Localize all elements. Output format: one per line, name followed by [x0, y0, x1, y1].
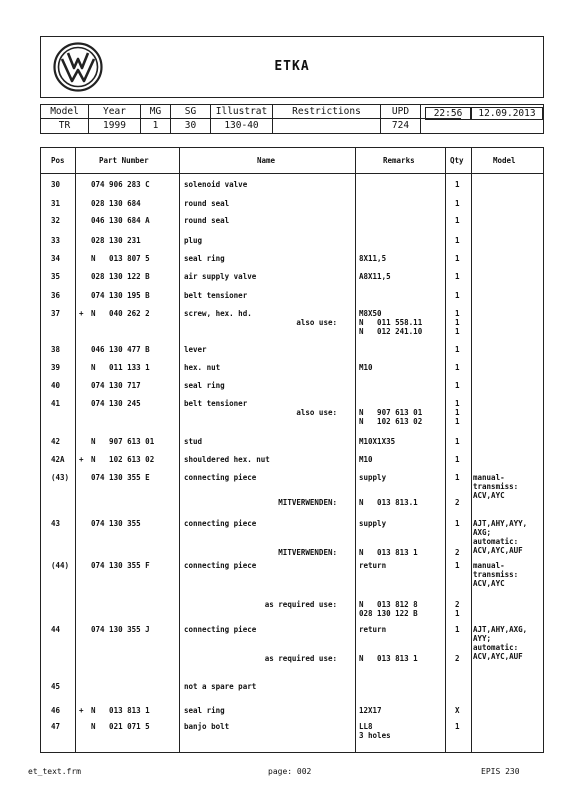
- mg-cell: [141, 105, 171, 133]
- row-also-use-part-number: N 011 558.11: [359, 318, 423, 327]
- row-name: solenoid valve: [184, 180, 248, 189]
- row-qty: 1: [455, 437, 460, 446]
- sg-value: 30: [184, 120, 197, 131]
- date-box: [471, 107, 543, 120]
- row-qty: 1: [455, 455, 460, 464]
- row-also-use-part-number: N 012 241.10: [359, 327, 423, 336]
- row-part-number: N 021 071 5: [91, 722, 150, 731]
- restrictions-label: Restrictions: [292, 106, 361, 117]
- row-name: connecting piece: [184, 561, 257, 570]
- row-also-use-part-number: N 013 813 1: [359, 548, 418, 557]
- row-model: manual- transmiss: ACV,AYC: [473, 473, 519, 500]
- row-part-number: N 013 813 1: [91, 706, 150, 715]
- upd-cell: [381, 105, 421, 133]
- illustrat-cell: [211, 105, 273, 133]
- row-qty: 1: [455, 180, 460, 189]
- row-name: belt tensioner: [184, 291, 248, 300]
- row-model: AJT,AHY,AXG, AYY; automatic: ACV,AYC,AUF: [473, 625, 528, 661]
- row-name: seal ring: [184, 381, 225, 390]
- row-part-number: 074 130 355: [91, 519, 141, 528]
- col-header-model: Model: [493, 156, 516, 165]
- col-divider: [355, 148, 356, 752]
- row-remarks: supply: [359, 519, 387, 528]
- row-also-use-qty: 1: [455, 408, 460, 417]
- footer-center: page: 002: [268, 767, 312, 776]
- mg-label: MG: [149, 106, 162, 117]
- row-part-number: 074 130 195 B: [91, 291, 150, 300]
- row-qty: 1: [455, 625, 460, 634]
- col-divider: [471, 148, 472, 752]
- row-also-use-qty: 2: [455, 548, 460, 557]
- row-remarks: A8X11,5: [359, 272, 391, 281]
- time-value: 22:56: [433, 108, 463, 119]
- row-name: connecting piece: [184, 625, 257, 634]
- row-also-use-qty: 2: [455, 600, 460, 609]
- row-remarks: LL8 3 holes: [359, 722, 391, 740]
- row-qty: 1: [455, 309, 460, 318]
- row-remarks: M10: [359, 363, 373, 372]
- row-name: connecting piece: [184, 473, 257, 482]
- row-remarks: return: [359, 625, 387, 634]
- row-plus-marker: +: [79, 706, 84, 715]
- row-name: air supply valve: [184, 272, 257, 281]
- row-part-number: N 102 613 02: [91, 455, 155, 464]
- row-pos: 40: [51, 381, 61, 390]
- row-also-use-part-number: N 013 813.1: [359, 498, 418, 507]
- row-part-number: 074 906 283 C: [91, 180, 150, 189]
- row-name: seal ring: [184, 254, 225, 263]
- year-cell: [89, 105, 141, 133]
- time-box: [425, 107, 471, 120]
- row-also-use-part-number: 028 130 122 B: [359, 609, 418, 618]
- row-pos: 46: [51, 706, 61, 715]
- row-name: lever: [184, 345, 207, 354]
- model-value: TR: [58, 120, 71, 131]
- row-name: banjo bolt: [184, 722, 230, 731]
- row-part-number: 074 130 355 J: [91, 625, 150, 634]
- year-value: 1999: [103, 120, 126, 131]
- app-title: ETKA: [274, 59, 310, 74]
- row-pos: 47: [51, 722, 61, 731]
- footer-right: EPIS 230: [481, 767, 520, 776]
- row-also-use-label: as required use:: [264, 600, 337, 609]
- row-part-number: 074 130 245: [91, 399, 141, 408]
- upd-value: 724: [391, 120, 410, 131]
- row-also-use-qty: 1: [455, 417, 460, 426]
- row-pos: 38: [51, 345, 61, 354]
- row-name: round seal: [184, 199, 230, 208]
- row-pos: 35: [51, 272, 61, 281]
- illustrat-label: Illustrat: [215, 106, 268, 117]
- row-name: shouldered hex. nut: [184, 455, 270, 464]
- row-also-use-label: as required use:: [264, 654, 337, 663]
- row-also-use-qty: 2: [455, 498, 460, 507]
- col-header-remarks: Remarks: [383, 156, 415, 165]
- row-also-use-label: also use:: [296, 408, 337, 417]
- row-qty: 1: [455, 254, 460, 263]
- row-qty: 1: [455, 216, 460, 225]
- date-value: 12.09.2013: [478, 108, 536, 119]
- row-also-use-label: MITVERWENDEN:: [278, 548, 337, 557]
- row-remarks: 8X11,5: [359, 254, 387, 263]
- row-pos: 44: [51, 625, 61, 634]
- model-cell: [41, 105, 89, 133]
- sg-label: SG: [184, 106, 197, 117]
- row-part-number: 028 130 231: [91, 236, 141, 245]
- row-qty: 1: [455, 199, 460, 208]
- row-pos: 37: [51, 309, 61, 318]
- row-remarks: supply: [359, 473, 387, 482]
- mg-value: 1: [152, 120, 159, 131]
- row-qty: 1: [455, 473, 460, 482]
- row-part-number: N 907 613 01: [91, 437, 155, 446]
- row-qty: 1: [455, 519, 460, 528]
- row-also-use-part-number: N 013 813 1: [359, 654, 418, 663]
- row-name: not a spare part: [184, 682, 257, 691]
- row-also-use-qty: 2: [455, 654, 460, 663]
- footer-left: et_text.frm: [28, 767, 81, 776]
- col-header-qty: Qty: [450, 156, 464, 165]
- row-pos: (44): [51, 561, 70, 570]
- sg-cell: [171, 105, 211, 133]
- row-pos: 43: [51, 519, 61, 528]
- row-pos: 33: [51, 236, 61, 245]
- row-also-use-qty: 1: [455, 318, 460, 327]
- row-pos: (43): [51, 473, 70, 482]
- row-name: seal ring: [184, 706, 225, 715]
- row-qty: X: [455, 706, 460, 715]
- row-also-use-part-number: N 102 613 02: [359, 417, 423, 426]
- upd-label: UPD: [391, 106, 410, 117]
- row-name: plug: [184, 236, 203, 245]
- row-name: connecting piece: [184, 519, 257, 528]
- col-header-part-number: Part Number: [99, 156, 149, 165]
- row-part-number: N 013 807 5: [91, 254, 150, 263]
- restrictions-cell: [273, 105, 381, 133]
- year-label: Year: [103, 106, 126, 117]
- model-label: Model: [50, 106, 79, 117]
- row-part-number: 074 130 355 E: [91, 473, 150, 482]
- row-part-number: N 011 133 1: [91, 363, 150, 372]
- row-pos: 32: [51, 216, 61, 225]
- row-qty: 1: [455, 345, 460, 354]
- row-remarks: M8X50: [359, 309, 382, 318]
- row-plus-marker: +: [79, 455, 84, 464]
- row-qty: 1: [455, 561, 460, 570]
- row-pos: 30: [51, 180, 61, 189]
- row-also-use-label: MITVERWENDEN:: [278, 498, 337, 507]
- row-name: belt tensioner: [184, 399, 248, 408]
- row-remarks: 12X17: [359, 706, 382, 715]
- row-part-number: 074 130 355 F: [91, 561, 150, 570]
- row-qty: 1: [455, 722, 460, 731]
- row-pos: 42A: [51, 455, 65, 464]
- col-divider: [445, 148, 446, 752]
- row-part-number: 028 130 684: [91, 199, 141, 208]
- row-pos: 34: [51, 254, 61, 263]
- row-remarks: return: [359, 561, 387, 570]
- row-qty: 1: [455, 363, 460, 372]
- row-also-use-label: also use:: [296, 318, 337, 327]
- row-pos: 36: [51, 291, 61, 300]
- row-also-use-qty: 1: [455, 327, 460, 336]
- col-header-name: Name: [257, 156, 276, 165]
- row-qty: 1: [455, 236, 460, 245]
- row-part-number: 074 130 717: [91, 381, 141, 390]
- parts-table: [40, 147, 544, 753]
- col-header-pos: Pos: [51, 156, 65, 165]
- row-name: round seal: [184, 216, 230, 225]
- row-part-number: N 040 262 2: [91, 309, 150, 318]
- row-pos: 42: [51, 437, 61, 446]
- row-name: screw, hex. hd.: [184, 309, 252, 318]
- row-model: AJT,AHY,AYY, AXG; automatic: ACV,AYC,AUF: [473, 519, 528, 555]
- row-qty: 1: [455, 399, 460, 408]
- row-part-number: 046 130 684 A: [91, 216, 150, 225]
- row-model: manual- transmiss: ACV,AYC: [473, 561, 519, 588]
- row-also-use-qty: 1: [455, 609, 460, 618]
- row-name: hex. nut: [184, 363, 221, 372]
- row-pos: 41: [51, 399, 61, 408]
- row-name: stud: [184, 437, 203, 446]
- illustrat-value: 130-40: [224, 120, 259, 131]
- row-also-use-part-number: N 013 812 8: [359, 600, 418, 609]
- header-separator: [41, 173, 543, 174]
- row-also-use-part-number: N 907 613 01: [359, 408, 423, 417]
- header-box: [40, 36, 544, 98]
- row-remarks: M10: [359, 455, 373, 464]
- row-part-number: 046 130 477 B: [91, 345, 150, 354]
- row-pos: 31: [51, 199, 61, 208]
- row-plus-marker: +: [79, 309, 84, 318]
- info-bar: [40, 104, 544, 134]
- row-qty: 1: [455, 272, 460, 281]
- row-pos: 39: [51, 363, 61, 372]
- row-pos: 45: [51, 682, 61, 691]
- col-divider: [75, 148, 76, 752]
- row-qty: 1: [455, 381, 460, 390]
- row-remarks: M10X1X35: [359, 437, 396, 446]
- row-part-number: 028 130 122 B: [91, 272, 150, 281]
- row-qty: 1: [455, 291, 460, 300]
